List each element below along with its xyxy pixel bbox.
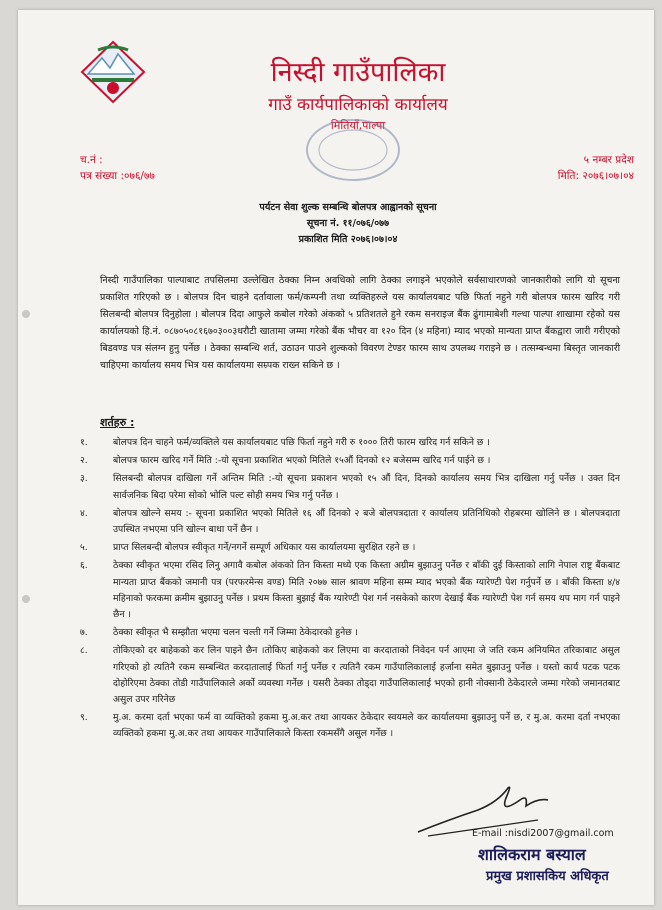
- condition-item: [80, 558, 620, 623]
- condition-item: [80, 710, 620, 742]
- condition-number: ४.: [80, 507, 88, 519]
- nepal-emblem-icon: [78, 40, 148, 104]
- condition-item: [80, 643, 620, 708]
- condition-item: [80, 471, 620, 503]
- condition-number: ५.: [80, 542, 88, 554]
- conditions-title: शर्तहरु :: [100, 416, 135, 429]
- reference-block: [80, 152, 155, 184]
- punch-hole: [22, 595, 30, 603]
- office-subtitle: गाउँ कार्यपालिकाको कार्यालय: [268, 95, 448, 115]
- province: ५ नम्बर प्रदेश: [583, 154, 634, 166]
- signer-name: शालिकराम बस्याल: [478, 845, 586, 864]
- conditions-list: [80, 435, 620, 745]
- office-location: मितियाँ,पाल्पा: [330, 119, 386, 132]
- condition-text: बोलपत्र दिन चाहने फर्म/व्यक्तिले यस कार्यालयबाट पछि फिर्ता नहुने गरी रु १००० तिरी फारम खरिद गर्न सकिने छ ।: [113, 437, 490, 448]
- ref-label: च.नं :: [80, 154, 103, 166]
- condition-text: तोकिएको दर बाहेकको कर लिन पाइने छैन ।तोकिए बाहेकको कर लिएमा वा करदाताको निवेदन पर्न आएमा जे जति रकम अनियमित तरिकाबाट असुल गरिएको हो त्यतिनै रकम सम्बन्धित करदातालाई फिर्ता गर्नु पर्नेछ र त्यतिनै रकम गाउँपालिकालाई हर्जाना समेत बुझाउनु पर्नेछ । यस्तो कार्य पटक पटक दोहोरिएमा ठेक्का तोडी गाउँपालिकाले अर्को व्यवस्था गर्नेछ । यसरी ठेक्का तोड्दा गाउँपालिकालाई भएको हानी नोक्सानी ठेकेदारले जम्मा गरेको जमानतबाट असुल उपर गरिनेछ: [113, 645, 620, 706]
- condition-item: [80, 625, 620, 641]
- condition-item: [80, 453, 620, 469]
- condition-text: सिलबन्दी बोलपत्र दाखिला गर्ने अन्तिम मिति :-यो सूचना प्रकाशन भएको १५ औं दिन, दिनको कार्यालय समय भित्र दाखिला गर्नु पर्नेछ । उक्त दिन सार्वजनिक बिदा परेमा सोको भोलि पल्ट सोही समय भित्र गर्नु पर्नेछ ।: [113, 473, 620, 501]
- condition-number: २.: [80, 455, 88, 467]
- condition-text: मु.अ. करमा दर्ता भएका फर्म वा व्यक्तिको हकमा मु.अ.कर तथा आयकर ठेकेदार स्वयमले कर कार्यालयमा बुझाउनु पर्ने छ, र मु.अ. करमा दर्ता नभएका व्यक्तिको हकमा मु.अ.कर तथा आयकर गाउँपालिकाले किस्ता रकमसँगै असुल गर्नेछ ।: [113, 712, 620, 740]
- letter-date: मिति: २०७६।०७।०४: [557, 170, 634, 182]
- condition-number: ७.: [80, 627, 88, 639]
- condition-item: [80, 540, 620, 556]
- notice-title: पर्यटन सेवा शुल्क सम्बन्धि बोलपत्र आह्वानको सूचना: [259, 202, 437, 213]
- condition-text: प्राप्त सिलबन्दी बोलपत्र स्वीकृत गर्ने/नगर्ने सम्पूर्ण अधिकार यस कार्यालयमा सुरक्षित रहने छ ।: [113, 542, 416, 554]
- condition-item: [80, 435, 620, 451]
- condition-text: बोलपत्र फारम खरिद गर्ने मिति :-यो सूचना प्रकाशित भएको मितिले १५औं दिनको १२ बजेसम्म खरिद गर्न पाईने छ ।: [113, 455, 491, 467]
- condition-text: बोलपत्र खोल्ने समय :- सूचना प्रकाशित भएको मितिले १६ औं दिनको २ बजे बोलपत्रदाता र कार्यालय प्रतिनिधिको रोहबरमा खोलिने छ । बोलपत्रदाता उपस्थित नभएमा पनि खोल्न बाधा पर्ने छैन ।: [113, 507, 620, 536]
- condition-number: १.: [80, 437, 88, 448]
- condition-text: ठेक्का स्वीकृत भएमा रसिद लिनु अगावै कबोल अंकको तिन किस्ता मध्ये एक किस्ता अग्रीम बुझाउनु पर्नेछ र बाँकी दुई किस्ताको लागि नेपाल राष्ट्र बैंकबाट मान्यता प्राप्त बैंकको जमानी पत्र (परफरमेन्स वण्ड) मिति २०७७ साल श्रावण महिना सम्म म्याद भएको बैंक ग्यारेण्टी पेश गर्नुपर्ने छ । बाँकी किस्ता ४/४ महिनाको फरकमा क्रमीम बुझाउनु पर्नेछ । प्रथम किस्ता बुझाई बैंक ग्यारेण्टी पेश गर्न नसकेको कारण देखाई बैंक ग्यारेण्टी पेश गर्न समय थप माग गर्न पाइने छैन ।: [113, 560, 620, 621]
- intro-paragraph: निस्दी गाउँपालिका पाल्पाबाट तपसिलमा उल्लेखित ठेक्का निम्न अवधिको लागि ठेक्का लगाइने भएकोले सर्वसाधारणको जानकारीको लागि यो सूचना प्रकाशित गरिएको छ । बोलपत्र दिन चाहने दर्तावाला फर्म/कम्पनी तथा व्यक्तिहरुले यस कार्यालयबाट पछि फिर्ता नहुने गरी बोलपत्र फारम खरिद गरी सिलबन्दी बोलपत्र दिनुहोला । बोलपत्र दिदा आफुले कबोल गरेको अंकको ५ प्रतिशतले हुने रकम सनराइज बैंक ढुंगामाबेशी गल्धा पाल्पा शाखामा रहेको यस कार्यालयको हि.नं. ०८७०५०८१६७०३००३धरौटी खातामा जम्मा गरेको बैंक भौचर वा १२० दिन (४ महिना) म्याद भएको मान्यता प्राप्त बैंकद्वारा जारी गरीएको बिडवण्ड पत्र संलग्न हुनु पर्नेछ । ठेक्का सम्बन्धि शर्त, उठाउन पाउने शुल्कको विवरण टेण्डर फारम साथ उपलब्ध गराइने छ । तत्सम्बन्धमा बिस्तृत जानकारी चाहिएमा कार्यालय समय भित्र यस कार्यालयमा सम्र्पक राख्न सकिने छ ।: [100, 275, 620, 371]
- notice-heading: [178, 200, 518, 248]
- condition-number: ६.: [80, 560, 88, 572]
- condition-number: ३.: [80, 473, 88, 485]
- punch-hole: [22, 310, 30, 318]
- contact-email: E-mail :nisdi2007@gmail.com: [472, 828, 614, 839]
- notice-published-date: प्रकाशित मिति २०७६।०७।०४: [298, 234, 398, 245]
- office-name: निस्दी गाउँपालिका: [270, 57, 446, 88]
- letter-number: पत्र संख्या :०७६/७७: [80, 170, 155, 182]
- condition-number: ८.: [80, 645, 88, 657]
- date-block: [558, 152, 634, 184]
- notice-number: सूचना नं. ११/०७६/०७७: [306, 218, 390, 229]
- condition-item: [80, 506, 620, 538]
- condition-number: ९.: [80, 712, 88, 724]
- document-page: [18, 10, 654, 905]
- office-stamp-icon: [298, 110, 408, 190]
- signer-title: प्रमुख प्रशासकिय अधिकृत: [486, 869, 609, 884]
- condition-text: ठेक्का स्वीकृत भै सम्झौता भएमा चलन चल्ती गर्ने जिम्मा ठेकेदारको हुनेछ ।: [113, 627, 359, 639]
